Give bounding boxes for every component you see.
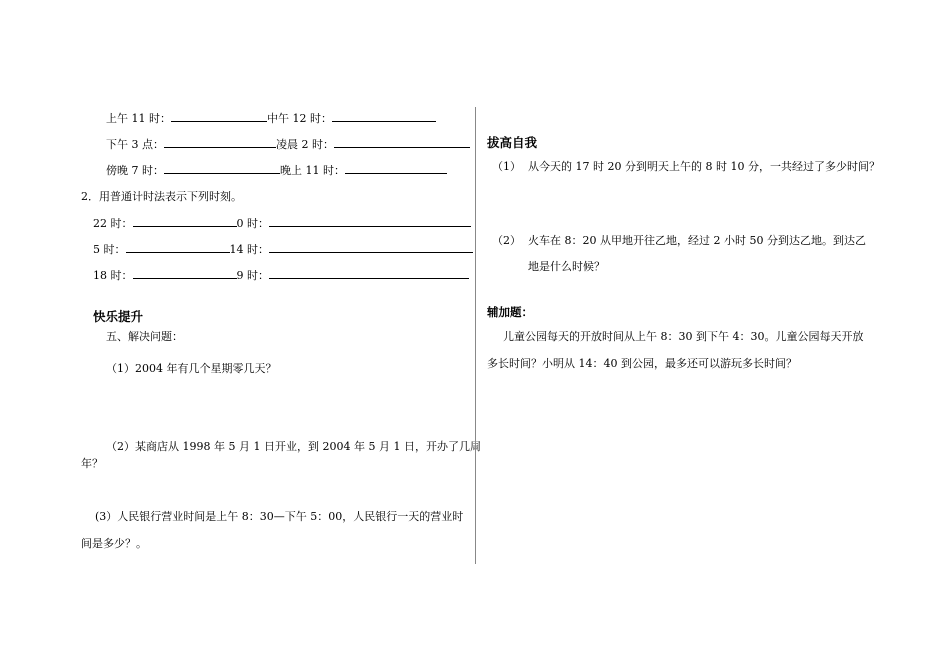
row-label: 凌晨 2 时： [276,138,334,151]
row-label: 22 时： [93,217,133,230]
row-label: 下午 3 点： [106,138,164,151]
answer-blank[interactable] [345,161,447,174]
question-2-line2: 地是什么时候？ [528,260,605,273]
conv-row-3 [93,266,469,283]
column-divider [475,107,476,564]
section-title-happy: 快乐提升 [93,309,144,324]
fill-row-1 [106,109,436,126]
fill-row-2 [106,135,470,152]
row-label: 上午 11 时： [106,112,171,125]
section-title-advance: 拔高自我 [487,135,538,150]
row-label: 晚上 11 时： [280,164,345,177]
part-title: 五、解决问题： [106,330,183,343]
answer-blank[interactable] [164,161,280,174]
problem-2-line2: 年？ [81,457,103,470]
row-label: 傍晚 7 时： [106,164,164,177]
answer-blank[interactable] [164,135,276,148]
conv-row-1 [93,214,471,231]
question-2-line1: 火车在 8：20 从甲地开往乙地，经过 2 小时 50 分到达乙地。到达乙 [528,234,866,247]
problem-1: （1）2004 年有几个星期零几天？ [106,362,277,375]
problem-3-line2: 间是多少？。 [81,537,147,550]
problem-2-line1: （2）某商店从 1998 年 5 月 1 日开业，到 2004 年 5 月 1 日，开办了几周 [106,440,481,453]
extra-title: 辅加题： [487,305,533,319]
row-label: 14 时： [229,243,269,256]
answer-blank[interactable] [133,214,237,227]
row-label: 18 时： [93,269,133,282]
answer-blank[interactable] [126,240,230,253]
answer-blank[interactable] [334,135,470,148]
row-label: 中午 12 时： [267,112,332,125]
row-label: 5 时： [93,243,126,256]
row-label: 0 时： [236,217,269,230]
conv-row-2 [93,240,473,257]
answer-blank[interactable] [269,240,473,253]
question-2-number: （2） [492,234,521,247]
answer-blank[interactable] [133,266,237,279]
question-1-text: 从今天的 17 时 20 分到明天上午的 8 时 10 分，一共经过了多少时间？ [528,160,880,173]
q2-title: 2．用普通计时法表示下列时刻。 [81,190,242,203]
problem-3-line1: (3）人民银行营业时间是上午 8：30—下午 5：00，人民银行一天的营业时 [95,510,464,523]
extra-line1: 儿童公园每天的开放时间从上午 8：30 到下午 4：30。儿童公园每天开放 [503,330,864,343]
row-label: 9 时： [236,269,269,282]
answer-blank[interactable] [269,214,471,227]
answer-blank[interactable] [171,109,267,122]
extra-line2: 多长时间？小明从 14：40 到公园，最多还可以游玩多长时间？ [487,357,797,370]
question-1-number: （1） [492,160,521,173]
fill-row-3 [106,161,447,178]
answer-blank[interactable] [332,109,436,122]
answer-blank[interactable] [269,266,469,279]
